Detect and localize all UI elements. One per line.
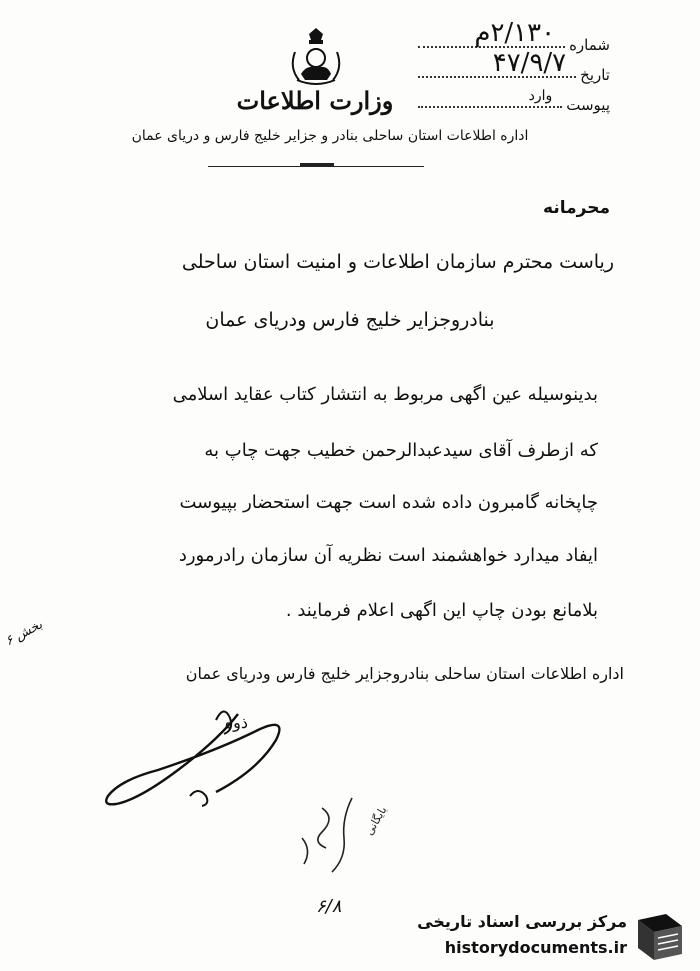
addressee-line-1: ریاست محترم سازمان اطلاعات و امنیت استان ساحلی — [181, 251, 614, 273]
footer-url[interactable]: historydocuments.ir — [444, 938, 627, 957]
meta-attachment-row — [418, 84, 610, 114]
body-line-3: چاپخانه گامبرون داده شده است جهت استحضار بپیوست — [179, 492, 598, 513]
meta-number-label: شماره — [569, 36, 610, 54]
handwritten-date: ۶/۸ — [316, 896, 342, 917]
body-line-1: بدینوسیله عین اگهی مربوط به انتشار کتاب عقاید اسلامی — [172, 384, 598, 405]
body-line-2: که ازطرف آقای سیدعبدالرحمن خطیب جهت چاپ به — [204, 440, 598, 461]
margin-handwritten-note: بخش ۶ — [3, 617, 46, 650]
meta-attachment-dots — [418, 88, 562, 108]
body-line-4: ایفاد میدارد خواهشمند است نظریه آن سازمان رادرمورد — [178, 545, 598, 566]
meta-date-dots — [418, 48, 576, 78]
office-name: اداره اطلاعات استان ساحلی بنادر و جزایر خلیج فارس و دریای عمان — [131, 128, 529, 144]
meta-date-label: تاریخ — [580, 66, 610, 84]
signature — [98, 700, 318, 820]
handwritten-annotation-text: بایگانی — [362, 804, 390, 838]
handwritten-annotation — [292, 788, 390, 878]
document-meta — [418, 18, 610, 114]
ministry-title: وزارت اطلاعات — [236, 86, 394, 115]
meta-attachment-label: پیوست — [566, 96, 610, 114]
body-line-5: بلامانع بودن چاپ این اگهی اعلام فرمایند . — [285, 600, 598, 621]
meta-number-value: ۲/۱۳۰م — [474, 18, 556, 48]
addressee-line-2: بنادروجزایر خلیج فارس ودریای عمان — [205, 309, 495, 331]
lion-and-sun-emblem-icon — [287, 28, 345, 88]
closing-office: اداره اطلاعات استان ساحلی بنادروجزایر خلیج فارس ودریای عمان — [185, 664, 624, 683]
signature-text: ذوه — [224, 713, 248, 732]
meta-attachment-value: وارد — [528, 88, 553, 104]
classification-label: محرمانه — [543, 198, 610, 218]
footer-title: مرکز بررسی اسناد تاریخی — [417, 912, 627, 931]
meta-date-value: ۴۷/۹/۷ — [492, 48, 567, 78]
book-logo-icon — [632, 910, 688, 964]
meta-date-row — [418, 48, 610, 84]
header-divider-mark — [300, 163, 334, 167]
